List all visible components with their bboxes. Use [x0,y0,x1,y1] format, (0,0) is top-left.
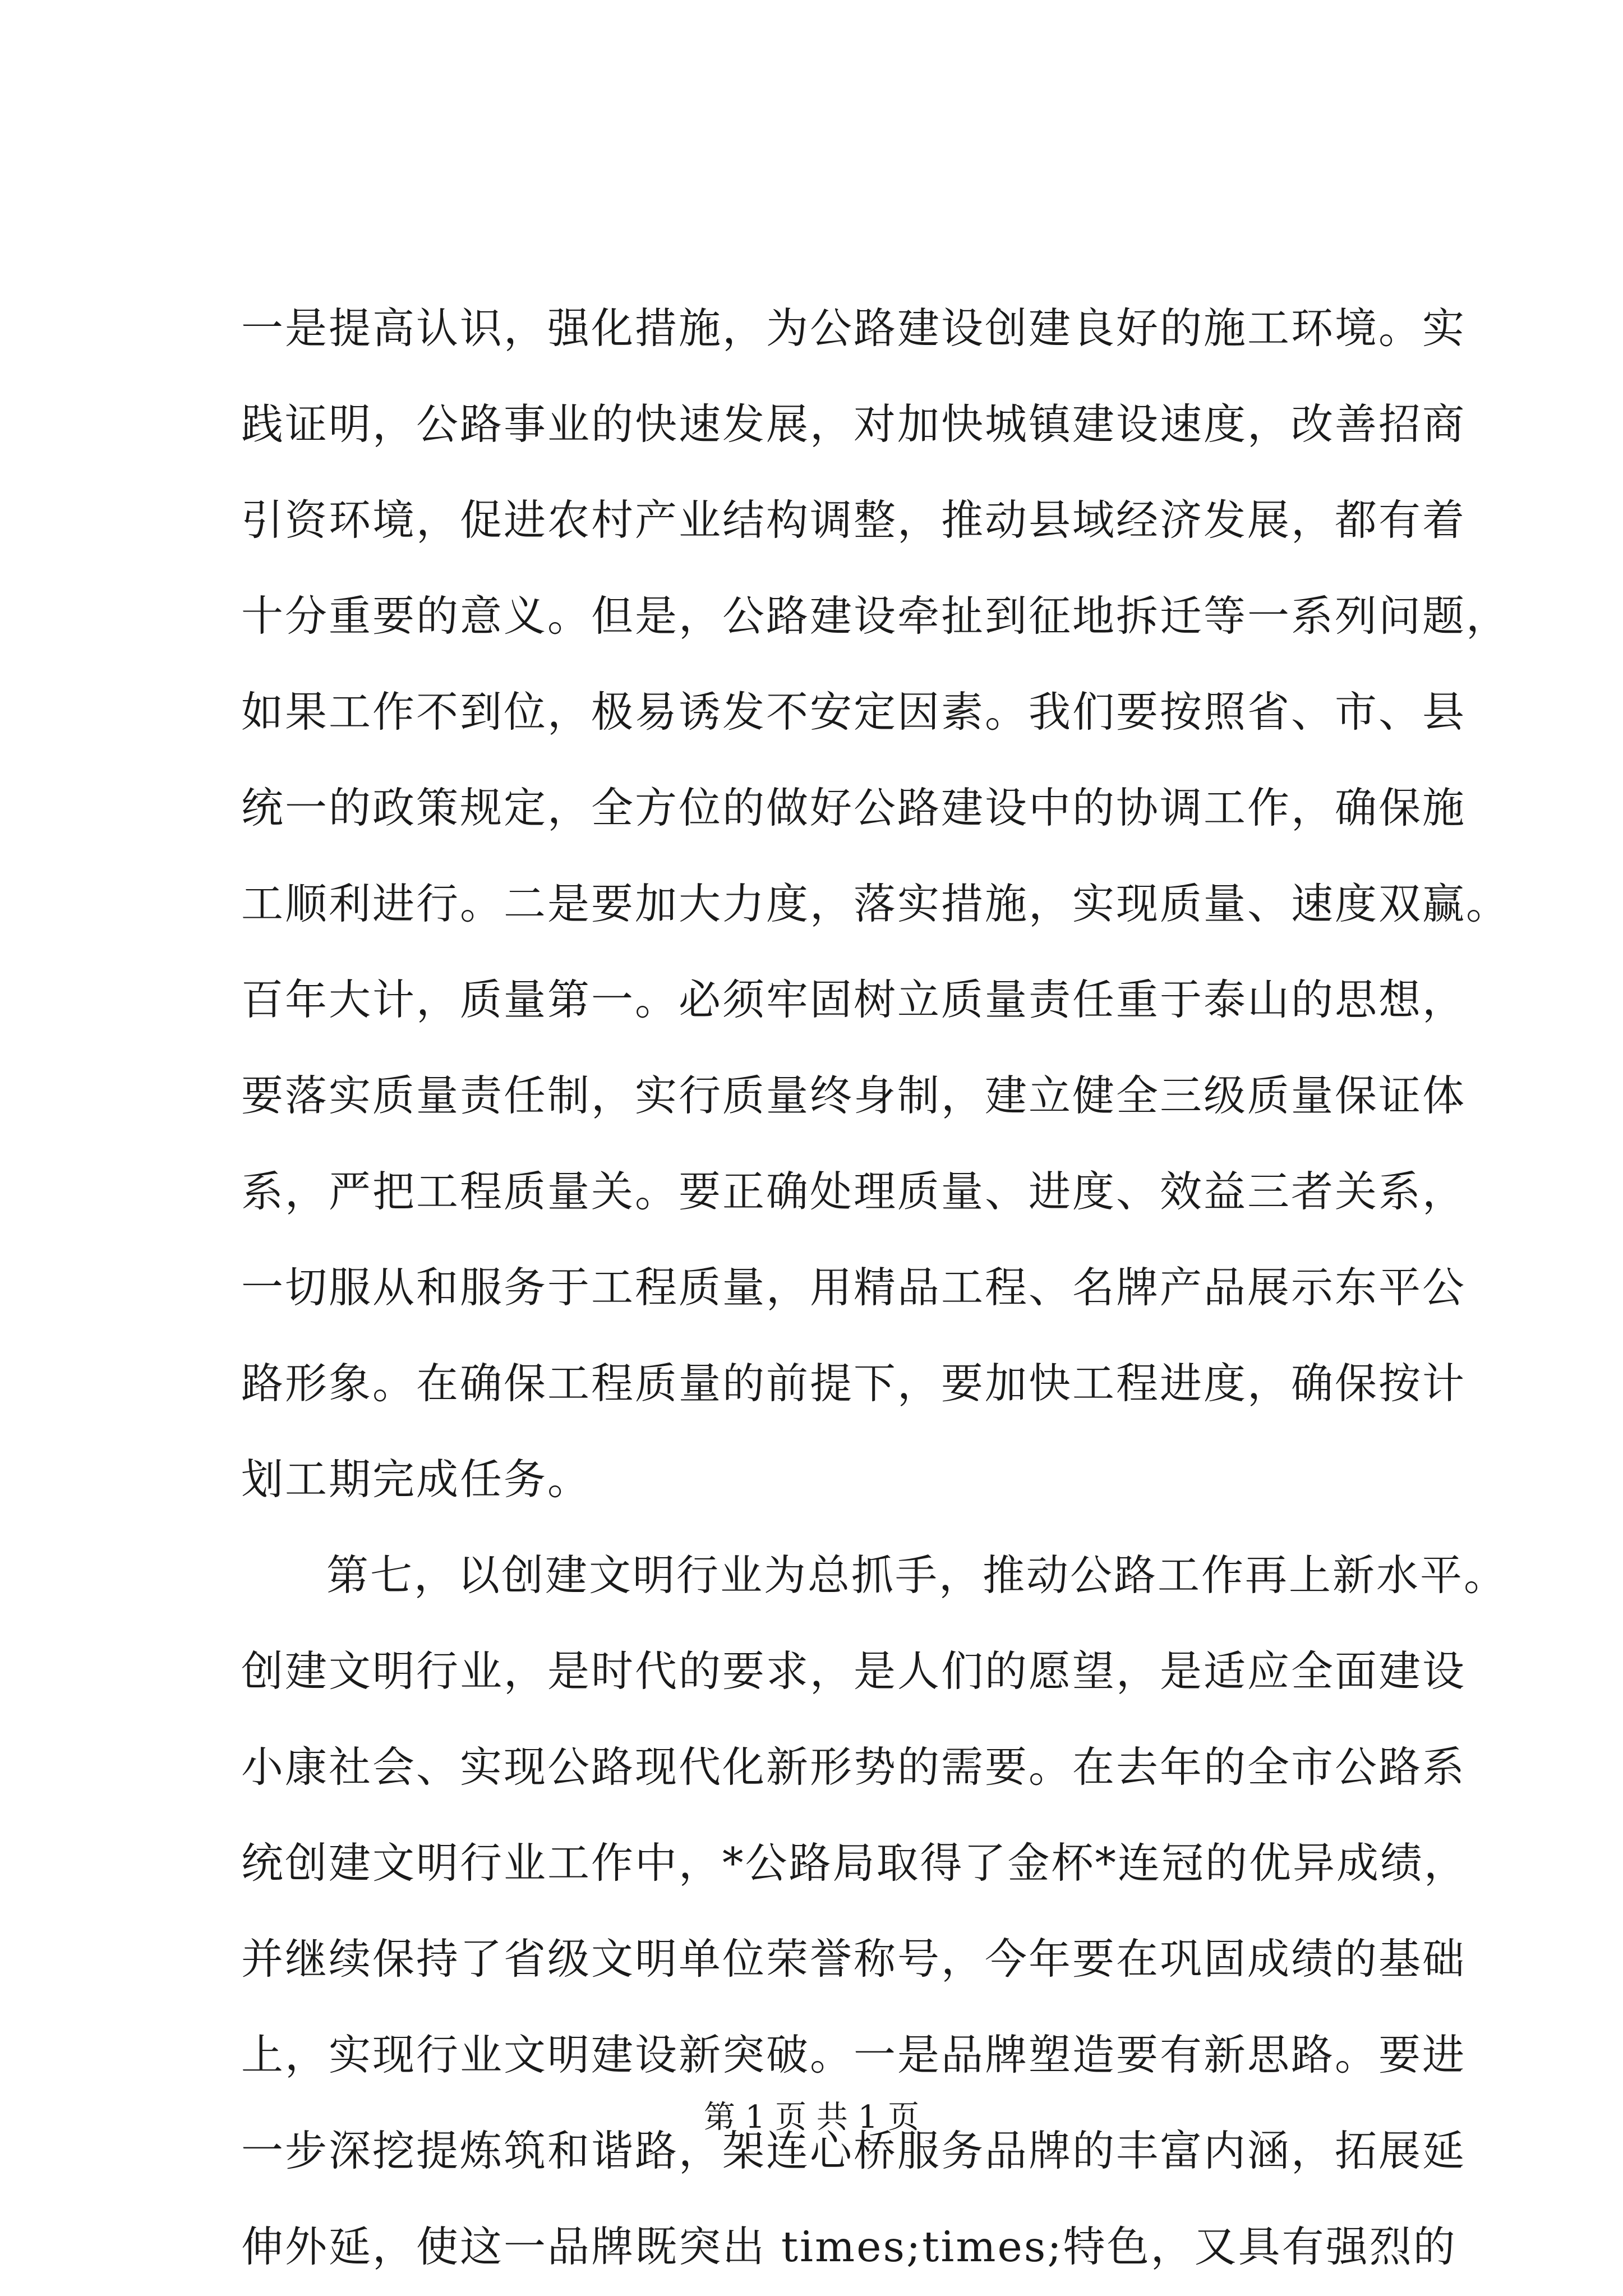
text-line: 路形象。在确保工程质量的前提下，要加快工程进度，确保按计 [241,1359,1467,1408]
text-line: 践证明，公路事业的快速发展，对加快城镇建设速度，改善招商 [241,399,1467,449]
text-line: 一是提高认识，强化措施，为公路建设创建良好的施工环境。实 [241,303,1467,353]
text-line: 创建文明行业，是时代的要求，是人们的愿望，是适应全面建设 [241,1646,1467,1696]
text-line: 统创建文明行业工作中，*公路局取得了金杯*连冠的优异成绩， [241,1838,1468,1888]
text-line: 引资环境，促进农村产业结构调整，推动县域经济发展，都有着 [241,495,1467,545]
text-line: 伸外延，使这一品牌既突出 times;times;特色，又具有强烈的 [241,2222,1457,2271]
text-line: 统一的政策规定，全方位的做好公路建设中的协调工作，确保施 [241,783,1467,832]
text-line: 一步深挖提炼筑和谐路，架连心桥服务品牌的丰富内涵，拓展延 [241,2126,1467,2175]
paragraph-start-line: 第七，以创建文明行业为总抓手，推动公路工作再上新水平。 [326,1550,1508,1600]
text-line: 划工期完成任务。 [241,1455,592,1504]
text-line: 工顺利进行。二是要加大力度，落实措施，实现质量、速度双赢。 [241,879,1510,928]
text-line: 上，实现行业文明建设新突破。一是品牌塑造要有新思路。要进 [241,2030,1467,2079]
text-line: 系，严把工程质量关。要正确处理质量、进度、效益三者关系， [241,1167,1467,1216]
page-footer [0,2095,1623,2140]
text-line: 如果工作不到位，极易诱发不安定因素。我们要按照省、市、县 [241,687,1467,737]
text-line: 一切服从和服务于工程质量，用精品工程、名牌产品展示东平公 [241,1263,1467,1312]
page-number-label: 第 1 页 共 1 页 [703,2099,920,2136]
text-line: 百年大计，质量第一。必须牢固树立质量责任重于泰山的思想， [241,975,1467,1024]
text-line: 要落实质量责任制，实行质量终身制，建立健全三级质量保证体 [241,1071,1467,1120]
body-text [241,280,1510,2295]
text-line: 并继续保持了省级文明单位荣誉称号，今年要在巩固成绩的基础 [241,1934,1467,1984]
text-line: 小康社会、实现公路现代化新形势的需要。在去年的全市公路系 [241,1742,1467,1792]
text-line: 十分重要的意义。但是，公路建设牵扯到征地拆迁等一系列问题， [241,591,1510,641]
